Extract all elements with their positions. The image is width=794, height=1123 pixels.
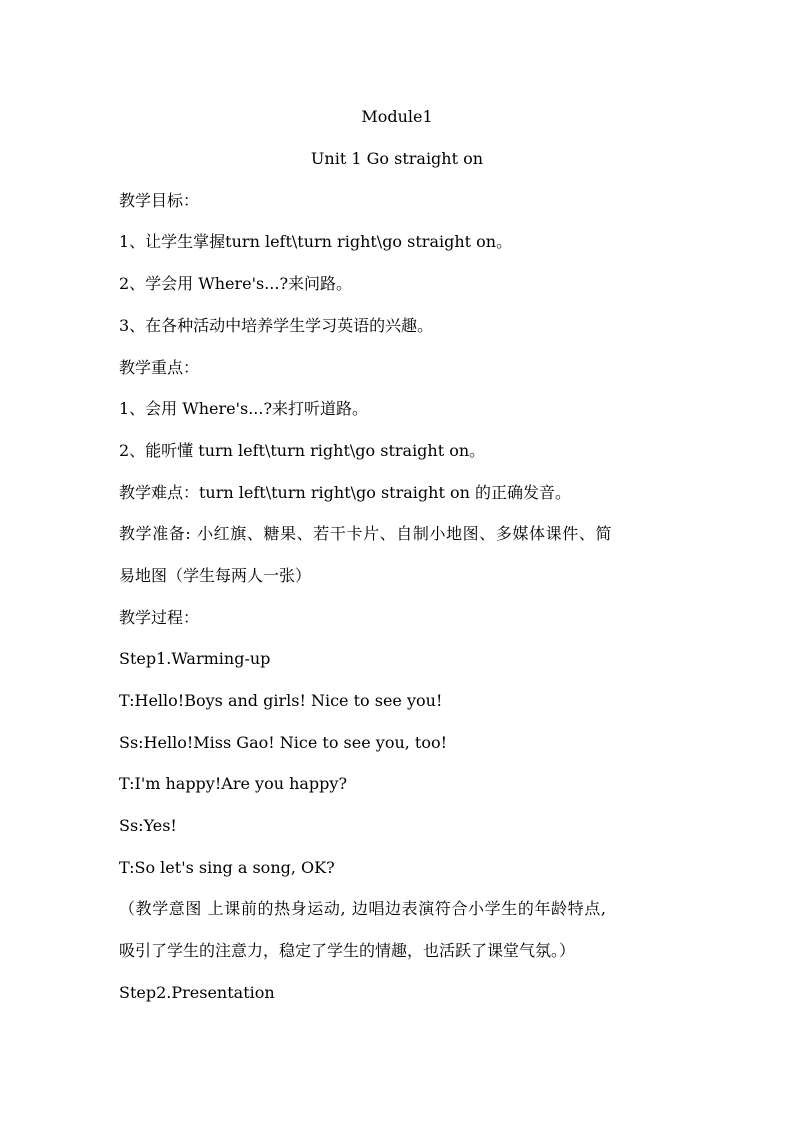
module-title: Module1 xyxy=(361,107,433,126)
objective-item: 2、学会用 Where's...?来问路。 xyxy=(119,274,353,293)
step2-heading: Step2.Presentation xyxy=(119,983,275,1002)
dialogue-line: Ss:Hello!Miss Gao! Nice to see you, too! xyxy=(119,733,448,752)
intent-line-2: 吸引了学生的注意力，稳定了学生的情趣，也活跃了课堂气氛。） xyxy=(119,941,576,960)
key-points-heading: 教学重点： xyxy=(119,358,200,377)
dialogue-line: T:Hello!Boys and girls! Nice to see you! xyxy=(119,691,443,710)
preparation-line-2: 易地图（学生每两人一张） xyxy=(119,566,312,585)
preparation-line-1: 教学准备: 小红旗、糖果、若干卡片、自制小地图、多媒体课件、简 xyxy=(119,524,613,543)
objectives-heading: 教学目标： xyxy=(119,191,200,210)
key-point-item: 1、会用 Where's...?来打听道路。 xyxy=(119,399,369,418)
unit-title: Unit 1 Go straight on xyxy=(310,149,484,168)
process-heading: 教学过程： xyxy=(119,608,200,627)
objective-item: 1、让学生掌握turn left\turn right\go straight on。 xyxy=(119,232,513,251)
dialogue-line: T:I'm happy!Are you happy? xyxy=(119,774,348,793)
objective-item: 3、在各种活动中培养学生学习英语的兴趣。 xyxy=(119,316,434,335)
key-point-item: 2、能听懂 turn left\turn right\go straight on。 xyxy=(119,441,486,460)
dialogue-line: Ss:Yes! xyxy=(119,816,177,835)
dialogue-line: T:So let's sing a song, OK? xyxy=(119,858,335,877)
step1-heading: Step1.Warming-up xyxy=(119,649,271,668)
intent-line-1: （教学意图 上课前的热身运动, 边唱边表演符合小学生的年龄特点, xyxy=(119,899,607,918)
difficulty-line: 教学难点：turn left\turn right\go straight on 的正确发音。 xyxy=(119,483,572,502)
